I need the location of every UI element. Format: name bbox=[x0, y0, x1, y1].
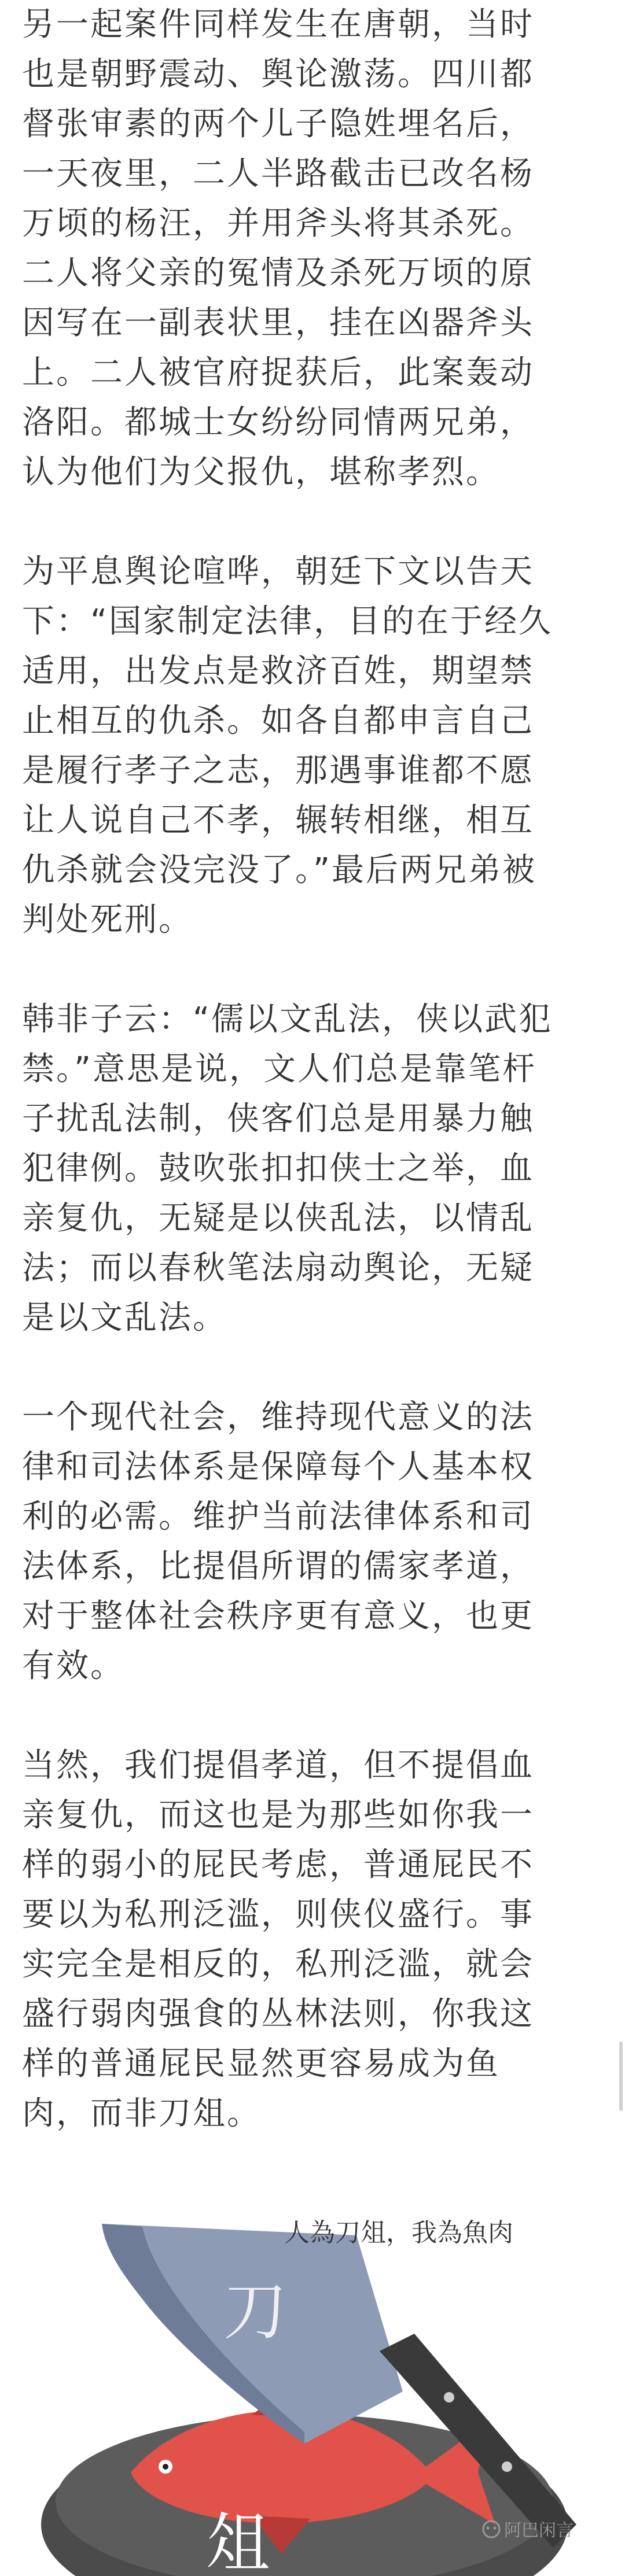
text-line: 万顷的杨汪，并用斧头将其杀死。 bbox=[22, 205, 534, 242]
paragraph-5 bbox=[22, 1741, 601, 2139]
text-line: 让人说自己不孝，辗转相继，相互 bbox=[22, 802, 534, 839]
cleaver-rivet bbox=[444, 2392, 454, 2402]
illustration-svg bbox=[32, 2201, 593, 2576]
paragraph-3 bbox=[22, 995, 601, 1343]
text-line: 判处死刑。 bbox=[22, 901, 193, 939]
text-line: 当然，我们提倡孝道，但不提倡血 bbox=[22, 1747, 534, 1784]
text-line: 犯律例。鼓吹张扣扣侠士之举，血 bbox=[22, 1150, 534, 1187]
wechat-icon-dot bbox=[494, 2527, 497, 2530]
paragraph-1 bbox=[22, 0, 601, 497]
text-line: 亲复仇，而这也是为那些如你我一 bbox=[22, 1796, 534, 1834]
text-line: 肉，而非刀俎。 bbox=[22, 2095, 261, 2132]
text-line: 亲复仇，无疑是以侠乱法，以情乱 bbox=[22, 1200, 534, 1237]
text-line: 盛行弱肉强食的丛林法则，你我这 bbox=[22, 1995, 534, 2033]
text-line: 禁。”意思是说，文人们总是靠笔杆 bbox=[22, 1050, 537, 1088]
text-line: 实完全是相反的，私刑泛滥，就会 bbox=[22, 1946, 534, 1983]
text-line: 因写在一副表状里，挂在凶器斧头 bbox=[22, 304, 534, 342]
paragraph-spacer bbox=[22, 1343, 601, 1393]
text-line: 另一起案件同样发生在唐朝，当时 bbox=[22, 6, 534, 43]
text-line: 也是朝野震动、舆论激荡。四川都 bbox=[22, 56, 534, 93]
text-line: 督张审素的两个儿子隐姓埋名后， bbox=[22, 105, 534, 143]
text-line: 要以为私刑泛滥，则侠仪盛行。事 bbox=[22, 1896, 534, 1933]
board-character: 俎 bbox=[206, 2506, 270, 2576]
scrollbar-thumb[interactable] bbox=[619, 2042, 623, 2111]
text-line: 为平息舆论喧哗，朝廷下文以告天 bbox=[22, 553, 534, 591]
text-line: 法；而以春秋笔法扇动舆论，无疑 bbox=[22, 1249, 534, 1287]
blade-character: 刀 bbox=[223, 2275, 287, 2349]
text-line: 是以文乱法。 bbox=[22, 1299, 227, 1337]
text-line: 法体系，比提倡所谓的儒家孝道， bbox=[22, 1548, 534, 1585]
illustration-caption: 人為刀俎，我為魚肉 bbox=[284, 2218, 513, 2247]
cleaver-rivet bbox=[502, 2461, 512, 2472]
paragraph-2 bbox=[22, 547, 601, 945]
text-line: 样的弱小的屁民考虑，普通屁民不 bbox=[22, 1846, 534, 1884]
illustration-knife-fish bbox=[32, 2201, 593, 2576]
paragraph-spacer bbox=[22, 497, 601, 547]
text-line: 是履行孝子之志，那遇事谁都不愿 bbox=[22, 752, 534, 789]
text-line: 一个现代社会，维持现代意义的法 bbox=[22, 1398, 534, 1436]
text-line: 洛阳。都城士女纷纷同情两兄弟， bbox=[22, 404, 534, 441]
text-line: 适用，出发点是救济百姓，期望禁 bbox=[22, 652, 534, 690]
text-line: 律和司法体系是保障每个人基本权 bbox=[22, 1448, 534, 1486]
paragraph-spacer bbox=[22, 945, 601, 995]
text-line: 下：“国家制定法律，目的在于经久 bbox=[22, 603, 553, 640]
text-line: 上。二人被官府捉获后，此案轰动 bbox=[22, 354, 534, 392]
text-line: 二人将父亲的冤情及杀死万顷的原 bbox=[22, 254, 534, 292]
paragraph-4 bbox=[22, 1393, 601, 1691]
text-line: 子扰乱法制，侠客们总是用暴力触 bbox=[22, 1100, 534, 1138]
text-line: 一天夜里，二人半路截击已改名杨 bbox=[22, 155, 534, 193]
text-line: 仇杀就会没完没了。”最后两兄弟被 bbox=[22, 851, 537, 889]
article-body bbox=[22, 0, 601, 2139]
fish-pupil bbox=[163, 2464, 168, 2470]
wechat-icon-dot bbox=[487, 2527, 490, 2530]
text-line: 对于整体社会秩序更有意义，也更 bbox=[22, 1597, 534, 1635]
text-line: 韩非子云：“儒以文乱法，侠以武犯 bbox=[22, 1001, 553, 1038]
text-line: 有效。 bbox=[22, 1647, 124, 1685]
text-line: 认为他们为父报仇，堪称孝烈。 bbox=[22, 453, 500, 491]
text-line: 止相互的仇杀。如各自都申言自己 bbox=[22, 702, 534, 740]
paragraph-spacer bbox=[22, 1691, 601, 1741]
watermark-text: 阿巴闲言 bbox=[504, 2520, 573, 2541]
text-line: 样的普通屁民显然更容易成为鱼 bbox=[22, 2045, 500, 2083]
text-line: 利的必需。维护当前法律体系和司 bbox=[22, 1498, 534, 1536]
